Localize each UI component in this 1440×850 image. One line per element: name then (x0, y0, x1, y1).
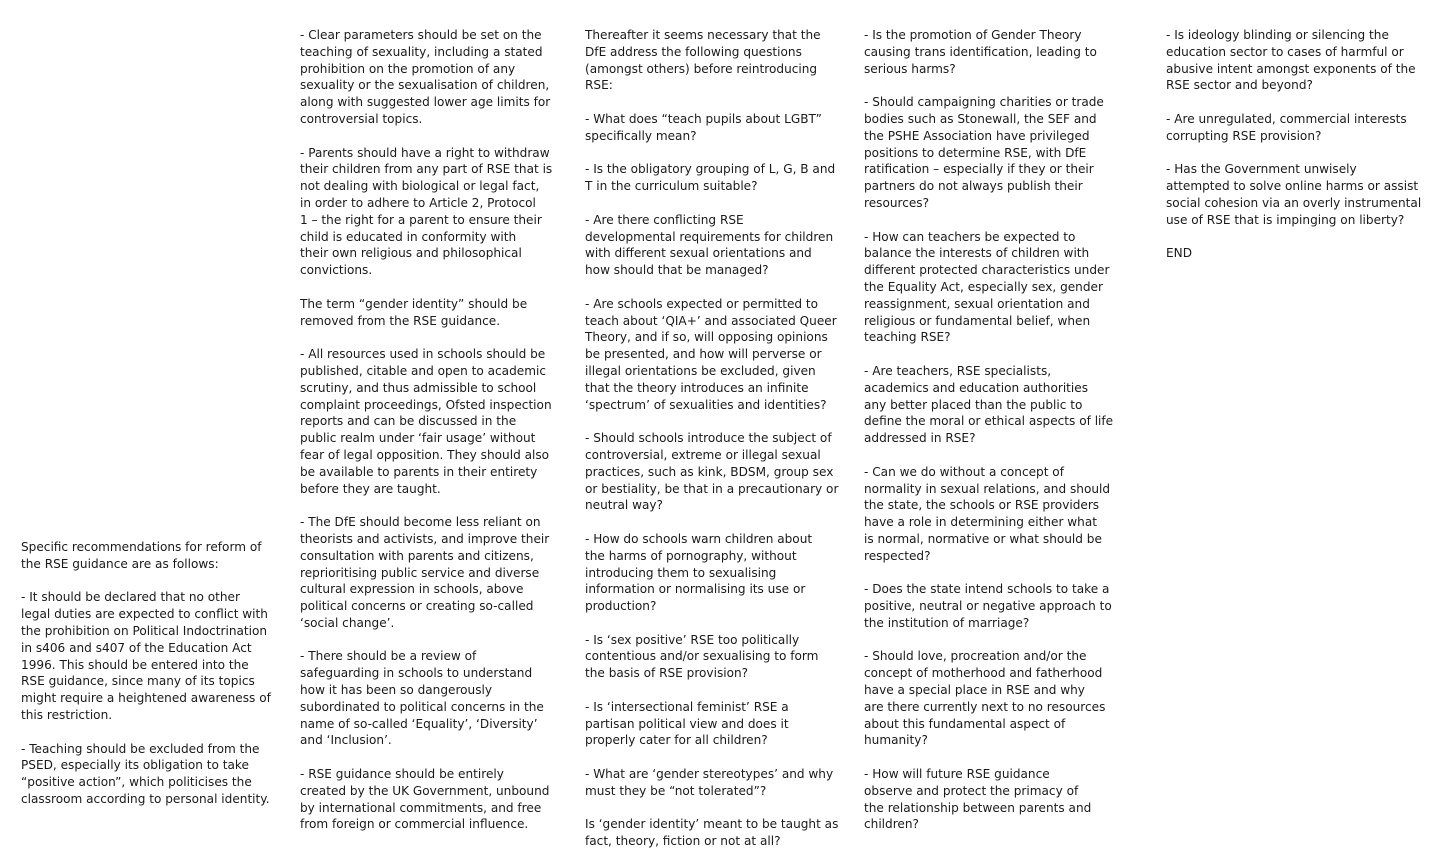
paragraph: The term “gender identity” should be removed from the RSE guidance. (300, 296, 528, 328)
paragraph-intro: Specific recommendations for reform of the RSE guidance are as follows: (21, 540, 262, 571)
question: Is ‘gender identity’ meant to be taught as fact, theory, fiction or not at all? (585, 817, 839, 849)
end-marker: END (1166, 246, 1193, 261)
question: - How will future RSE guidance observe and protect the primacy of the relationship between parents and children? (864, 767, 1092, 832)
question: - Is ‘sex positive’ RSE too politically contentious and/or sexualising to form the basis of RSE provision? (585, 632, 819, 681)
column-5 (1166, 27, 1432, 262)
question: - Should love, procreation and/or the concept of motherhood and fatherhood have a special place in RSE and why are there currently next to no resources about this fundamental aspect of humanity? (864, 649, 1106, 748)
question: - Does the state intend schools to take a positive, neutral or negative approach to the institution of marriage? (864, 582, 1112, 630)
paragraph: - It should be declared that no other legal duties are expected to conflict with the prohibition on Political Indoctrination in s406 and s407 of the Education Act 1996. This should be entered into the RSE guidance, since many of its topics might require a heightened awareness of this restriction. (21, 590, 271, 722)
column-2 (300, 27, 566, 833)
question: - Are there conflicting RSE developmental requirements for children with different sexual orientations and how should that be managed? (585, 212, 834, 278)
paragraph: - The DfE should become less reliant on theorists and activists, and improve their consultation with parents and citizens, reprioritising public service and diverse cultural expression in schools, above political concerns or creating so-called ‘social change’. (300, 515, 550, 630)
question: - Is the obligatory grouping of L, G, B and T in the curriculum suitable? (585, 162, 836, 194)
question: - Is ideology blinding or silencing the education sector to cases of harmful or abusive intent amongst exponents of the RSE sector and beyond? (1166, 28, 1416, 93)
column-3 (585, 27, 850, 850)
column-4 (864, 27, 1126, 833)
paragraph: - Parents should have a right to withdraw their children from any part of RSE that is not dealing with biological or legal fact, in order to adhere to Article 2, Protocol 1 – the right for a parent to ensure their child is educated in conformity with their own religious and philosophical convictions. (300, 145, 553, 278)
question: - Are unregulated, commercial interests corrupting RSE provision? (1166, 111, 1407, 143)
question: - Can we do without a concept of normality in sexual relations, and should the state, the schools or RSE providers have a role in determining either what is normal, normative or what should be respected? (864, 464, 1111, 563)
question: - Has the Government unwisely attempted to solve online harms or assist social cohesion via an overly instrumental use of RSE that is impinging on liberty? (1166, 162, 1422, 227)
question: - What are ‘gender stereotypes’ and why must they be “not tolerated”? (585, 767, 834, 798)
paragraph: - There should be a review of safeguarding in schools to understand how it has been so dangerously subordinated to political concerns in the name of so-called ‘Equality’, ‘Diversity’ and ‘Inclusion’. (300, 649, 544, 748)
question: - Is ‘intersectional feminist’ RSE a partisan political view and does it properly cater for all children? (585, 699, 789, 748)
column-1 (21, 539, 283, 808)
question: - Should schools introduce the subject of controversial, extreme or illegal sexual practices, such as kink, BDSM, group sex or bestiality, be that in a precautionary or neutral way? (585, 431, 839, 513)
paragraph-intro: Thereafter it seems necessary that the DfE address the following questions (amongst others) before reintroducing RSE: (585, 28, 821, 93)
question: - Are schools expected or permitted to teach about ‘QIA+’ and associated Queer Theory, and if so, will opposing opinions be presented, and how will perverse or illegal orientations be excluded, given that the theory introduces an infinite ‘spectrum’ of sexualities and identities? (585, 296, 837, 412)
question: - Should campaigning charities or trade bodies such as Stonewall, the SEF and the PSHE Association have privileged positions to determine RSE, with DfE ratification – especially if they or their partners do not always publish their resources? (864, 95, 1104, 210)
question: - How do schools warn children about the harms of pornography, without introducing them to sexualising information or normalising its use or production? (585, 531, 813, 614)
question: - What does “teach pupils about LGBT” specifically mean? (585, 111, 822, 143)
paragraph: - All resources used in schools should be published, citable and open to academic scrutiny, and thus admissible to school complaint proceedings, Ofsted inspection reports and can be discussed in the public realm under ‘fair usage’ without fear of legal opposition. They should also be available to parents in their entirety before they are taught. (300, 347, 552, 496)
paragraph: - Teaching should be excluded from the PSED, especially its obligation to take “positive action”, which politicises the classroom according to personal identity. (21, 741, 270, 806)
question: - Are teachers, RSE specialists, academics and education authorities any better placed than the public to define the moral or ethical aspects of life addressed in RSE? (864, 363, 1114, 446)
paragraph: - Clear parameters should be set on the teaching of sexuality, including a stated prohibition on the promotion of any sexuality or the sexualisation of children, along with suggested lower age limits for controversial topics. (300, 28, 551, 126)
paragraph: - RSE guidance should be entirely created by the UK Government, unbound by international commitments, and free from foreign or commercial influence. (300, 767, 550, 832)
question: - How can teachers be expected to balance the interests of children with different protected characteristics under the Equality Act, especially sex, gender reassignment, sexual orientation and religious or fundamental belief, when teaching RSE? (864, 229, 1110, 345)
question: - Is the promotion of Gender Theory causing trans identification, leading to serious harms? (864, 28, 1097, 76)
